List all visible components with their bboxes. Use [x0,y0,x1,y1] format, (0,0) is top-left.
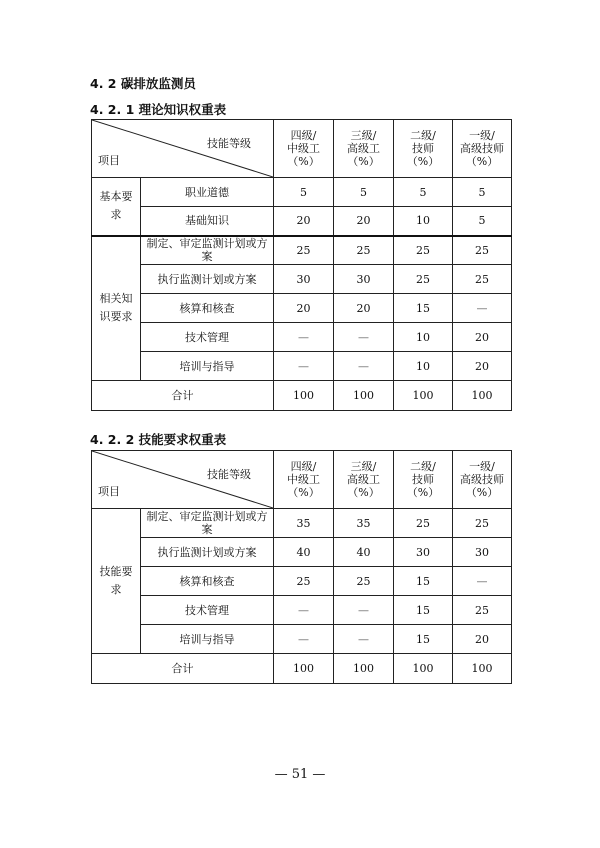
weight-value-cell: 25 [334,236,394,265]
table-row [92,596,512,625]
theory-weight-table [91,119,512,411]
weight-value-cell: 30 [394,538,453,567]
skill-weight-table [91,450,512,684]
column-header-line: （%） [465,486,499,499]
table-row [92,509,512,538]
item-name-cell [141,265,274,294]
weight-value-cell: — [334,596,394,625]
header-corner-cell [92,120,274,178]
column-header-line: （%） [287,486,320,499]
weight-value-cell: — [274,323,334,352]
weight-value-cell: 15 [394,567,453,596]
group-name-cell [92,236,141,381]
column-header-line: 一级/ [469,129,495,142]
column-header-line: （%） [465,155,499,168]
weight-value-cell: 20 [334,294,394,323]
weight-value-cell: 5 [274,178,334,207]
weight-value-cell: 30 [453,538,512,567]
item-name-cell [141,509,274,538]
weight-value-cell: 20 [453,323,512,352]
group-name-line: 技能要 [99,565,133,578]
corner-item-label: 项目 [98,154,120,167]
item-name-cell [141,625,274,654]
column-header-line: 二级/ [410,129,436,142]
corner-skill-level-label: 技能等级 [207,137,251,150]
item-name-line: 制定、审定监测计划或方 [146,510,268,523]
column-header-level-2 [334,451,394,509]
weight-value-cell: 5 [453,207,512,236]
column-header-line: 中级工 [287,473,320,486]
weight-value-cell: 25 [334,567,394,596]
weight-value-cell: 25 [274,567,334,596]
table-row [92,625,512,654]
item-name-line: 培训与指导 [179,632,235,646]
item-name-line: 制定、审定监测计划或方 [146,237,268,251]
column-header-level-2 [334,120,394,178]
item-name-line: 培训与指导 [179,359,235,373]
item-name-line: 案 [201,523,213,536]
weight-value-cell: 20 [453,625,512,654]
total-value-cell: 100 [334,381,394,411]
total-label: 合计 [92,381,274,411]
table-row [92,323,512,352]
item-name-line: 案 [201,250,213,264]
column-header-line: 高级工 [347,473,380,486]
table-row [92,265,512,294]
item-name-line: 技术管理 [185,603,229,617]
item-name-line: 技术管理 [185,330,229,344]
column-header-level-1 [274,120,334,178]
section-heading: 4. 2 碳排放监测员 [90,76,196,91]
column-header-line: （%） [406,486,440,499]
weight-value-cell: — [453,294,512,323]
group-name-line: 相关知 [99,292,133,306]
item-name-cell [141,323,274,352]
weight-value-cell: 25 [453,509,512,538]
column-header-line: 四级/ [290,129,317,142]
column-header-line: 高级工 [347,142,380,155]
table-row [92,294,512,323]
item-name-line: 执行监测计划或方案 [157,272,257,286]
table-row [92,352,512,381]
weight-value-cell: — [274,352,334,381]
column-header-level-4 [453,120,512,178]
weight-value-cell: — [334,323,394,352]
column-header-line: 技师 [412,473,434,486]
weight-value-cell: 10 [394,352,453,381]
group-name-line: 求 [110,583,122,596]
column-header-level-4 [453,451,512,509]
column-header-line: 技师 [412,142,434,155]
group-name-line: 基本要 [99,190,133,204]
weight-value-cell: — [274,625,334,654]
weight-value-cell: 25 [453,596,512,625]
weight-value-cell: 25 [394,265,453,294]
weight-value-cell: 5 [453,178,512,207]
column-header-line: （%） [406,155,440,168]
column-header-level-1 [274,451,334,509]
total-value-cell: 100 [394,654,453,684]
weight-value-cell: 25 [394,509,453,538]
total-value-cell: 100 [394,381,453,411]
total-value-cell: 100 [334,654,394,684]
weight-value-cell: 20 [453,352,512,381]
weight-value-cell: 20 [274,294,334,323]
page-number: — 51 — [274,767,326,782]
weight-value-cell: — [334,352,394,381]
total-value-cell: 100 [453,381,512,411]
table-row [92,207,512,236]
weight-value-cell: 5 [334,178,394,207]
column-header-line: 一级/ [469,460,495,473]
item-name-cell [141,207,274,236]
weight-value-cell: — [274,596,334,625]
weight-value-cell: 15 [394,596,453,625]
item-name-line: 核算和核查 [179,301,235,315]
weight-value-cell: 5 [394,178,453,207]
group-name-line: 求 [110,208,122,222]
weight-value-cell: 40 [334,538,394,567]
column-header-level-3 [394,120,453,178]
column-header-line: （%） [347,155,380,168]
total-label: 合计 [92,654,274,684]
column-header-line: 高级技师 [460,473,504,486]
column-header-line: 二级/ [410,460,436,473]
total-row [92,381,512,411]
item-name-cell [141,596,274,625]
total-value-cell: 100 [274,654,334,684]
item-name-cell [141,236,274,265]
table-row [92,538,512,567]
corner-item-label: 项目 [98,485,120,498]
total-row [92,654,512,684]
column-header-line: 三级/ [350,129,377,142]
weight-value-cell: 30 [274,265,334,294]
column-header-line: （%） [287,155,320,168]
table1-title: 4. 2. 1 理论知识权重表 [90,102,227,117]
item-name-line: 执行监测计划或方案 [157,545,257,559]
table-row [92,567,512,596]
column-header-line: 高级技师 [460,142,504,155]
item-name-cell [141,352,274,381]
weight-value-cell: 25 [274,236,334,265]
weight-value-cell: 25 [453,236,512,265]
item-name-cell [141,294,274,323]
column-header-line: 三级/ [350,460,377,473]
table2-title: 4. 2. 2 技能要求权重表 [90,432,227,447]
weight-value-cell: 25 [453,265,512,294]
item-name-cell [141,178,274,207]
weight-value-cell: — [334,625,394,654]
weight-value-cell: 15 [394,294,453,323]
group-name-cell [92,178,141,236]
weight-value-cell: 10 [394,207,453,236]
table-row [92,178,512,207]
column-header-line: 中级工 [287,142,320,155]
column-header-line: 四级/ [290,460,317,473]
item-name-line: 职业道德 [185,185,229,199]
header-corner-cell [92,451,274,509]
group-name-cell [92,509,141,654]
weight-value-cell: 30 [334,265,394,294]
table-row [92,236,512,265]
weight-value-cell: 15 [394,625,453,654]
weight-value-cell: 20 [274,207,334,236]
weight-value-cell: 35 [274,509,334,538]
weight-value-cell: 35 [334,509,394,538]
column-header-line: （%） [347,486,380,499]
weight-value-cell: 40 [274,538,334,567]
item-name-line: 基础知识 [185,214,229,228]
corner-skill-level-label: 技能等级 [207,468,251,481]
item-name-cell [141,567,274,596]
weight-value-cell: 10 [394,323,453,352]
item-name-cell [141,538,274,567]
item-name-line: 核算和核查 [179,574,235,588]
weight-value-cell: — [453,567,512,596]
total-value-cell: 100 [453,654,512,684]
group-name-line: 识要求 [99,310,133,324]
total-value-cell: 100 [274,381,334,411]
weight-value-cell: 20 [334,207,394,236]
column-header-level-3 [394,451,453,509]
weight-value-cell: 25 [394,236,453,265]
